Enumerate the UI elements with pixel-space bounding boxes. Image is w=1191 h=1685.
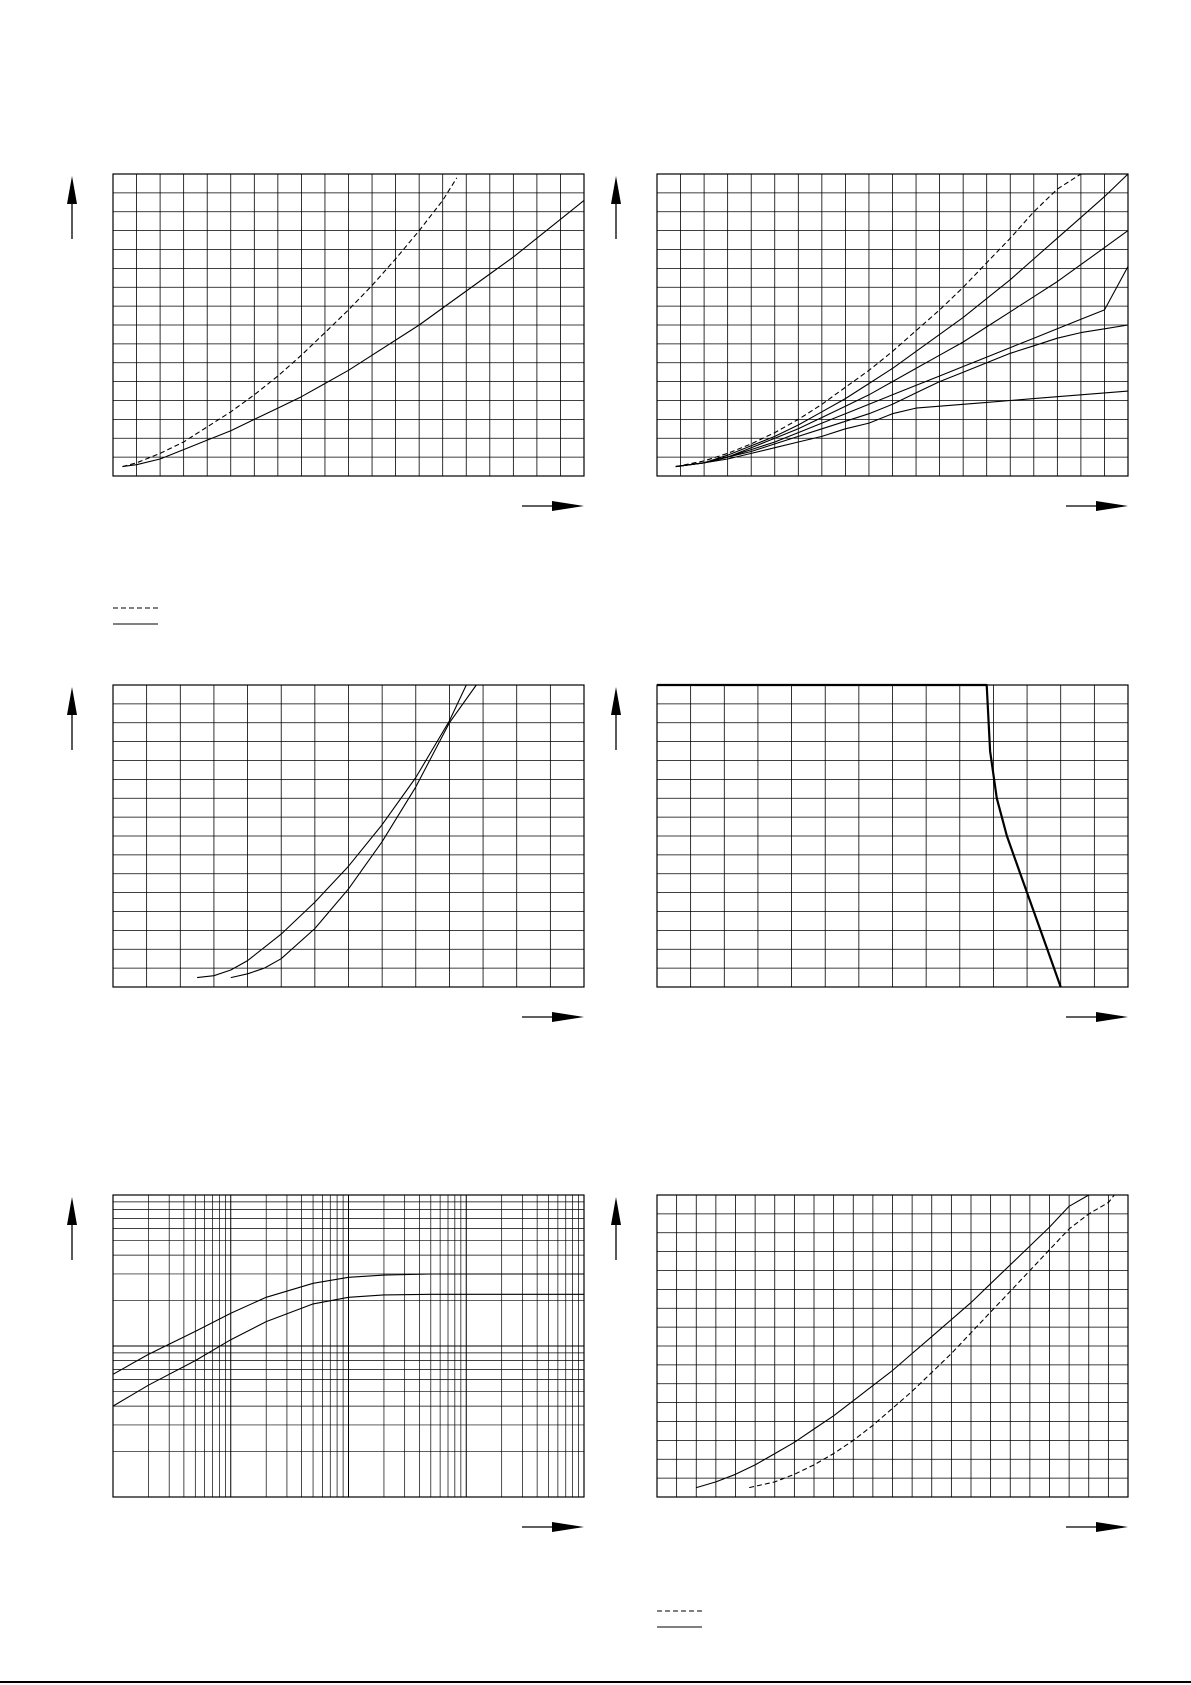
chart2-x-axis-arrow-icon	[1096, 501, 1128, 511]
chart5-y-axis-arrow-icon	[67, 1197, 77, 1225]
chart2-y-axis-arrow-icon	[611, 176, 621, 204]
chart2-series-1-solid	[676, 174, 1128, 467]
chart1-x-axis-arrow-icon	[552, 501, 584, 511]
chart1-series-0-solid	[122, 200, 584, 466]
chart2-series-2-solid	[676, 231, 1128, 467]
chart5-x-axis-arrow-icon	[552, 1522, 584, 1532]
chart2-series-5-solid	[676, 391, 1128, 467]
chart4-y-axis-arrow-icon	[611, 687, 621, 715]
chart1-y-axis-arrow-icon	[67, 176, 77, 204]
chart6-y-axis-arrow-icon	[611, 1197, 621, 1225]
chart5-group	[113, 1195, 584, 1497]
chart1-group	[113, 174, 584, 476]
chart6-x-axis-arrow-icon	[1096, 1522, 1128, 1532]
chart3-group	[113, 685, 584, 987]
chart6-group	[657, 1195, 1128, 1497]
chart4-group	[657, 685, 1128, 987]
chart3-x-axis-arrow-icon	[552, 1012, 584, 1022]
chart2-series-0-dashed	[676, 174, 1081, 467]
chart3-series-0-solid	[197, 685, 466, 978]
chart2-series-4-solid	[676, 325, 1128, 467]
chart2-group	[657, 174, 1128, 476]
chart4-x-axis-arrow-icon	[1096, 1012, 1128, 1022]
chart2-series-3-solid	[676, 267, 1128, 467]
chart1-series-1-dashed	[122, 178, 456, 467]
chart3-series-1-solid	[231, 685, 476, 978]
chart3-y-axis-arrow-icon	[67, 687, 77, 715]
chart6-series-0-solid	[696, 1195, 1122, 1488]
